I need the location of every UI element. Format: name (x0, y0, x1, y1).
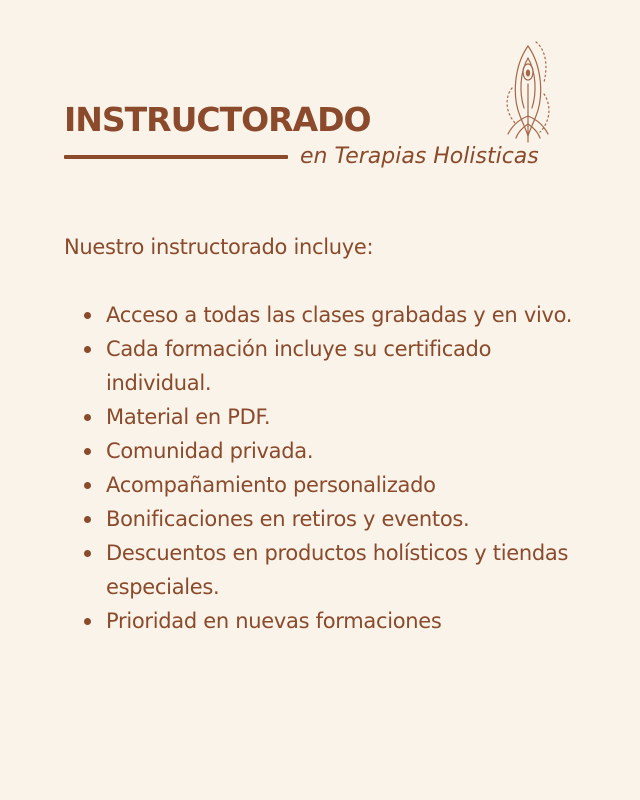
bullet-dot-icon (84, 550, 91, 557)
bullet-dot-icon (84, 448, 91, 455)
list-item-text: Prioridad en nuevas formaciones (106, 609, 442, 633)
list-item-text: Comunidad privada. (106, 439, 314, 463)
list-item-text: Acompañamiento personalizado (106, 473, 436, 497)
list-item (78, 298, 598, 332)
list-item-text: Bonificaciones en retiros y eventos. (106, 507, 470, 531)
list-item-text: Descuentos en productos holísticos y tiendas especiales. (106, 541, 569, 599)
page-subtitle: en Terapias Holisticas (300, 144, 539, 169)
bullet-dot-icon (84, 346, 91, 353)
title-underline-divider (64, 155, 288, 159)
list-item-text: Acceso a todas las clases grabadas y en vivo. (106, 303, 573, 327)
list-item (78, 434, 598, 468)
list-item (78, 400, 598, 434)
benefits-list (78, 298, 598, 638)
bullet-dot-icon (84, 516, 91, 523)
list-item (78, 332, 598, 400)
list-item (78, 604, 598, 638)
list-item (78, 536, 598, 604)
bullet-dot-icon (84, 312, 91, 319)
list-item-text: Material en PDF. (106, 405, 271, 429)
feather-icon (500, 36, 556, 144)
list-item (78, 468, 598, 502)
page-title: INSTRUCTORADO (64, 100, 371, 139)
list-item-text: Cada formación incluye su certificado individual. (106, 337, 492, 395)
bullet-dot-icon (84, 414, 91, 421)
intro-text: Nuestro instructorado incluye: (64, 235, 374, 259)
list-item (78, 502, 598, 536)
bullet-dot-icon (84, 618, 91, 625)
bullet-dot-icon (84, 482, 91, 489)
